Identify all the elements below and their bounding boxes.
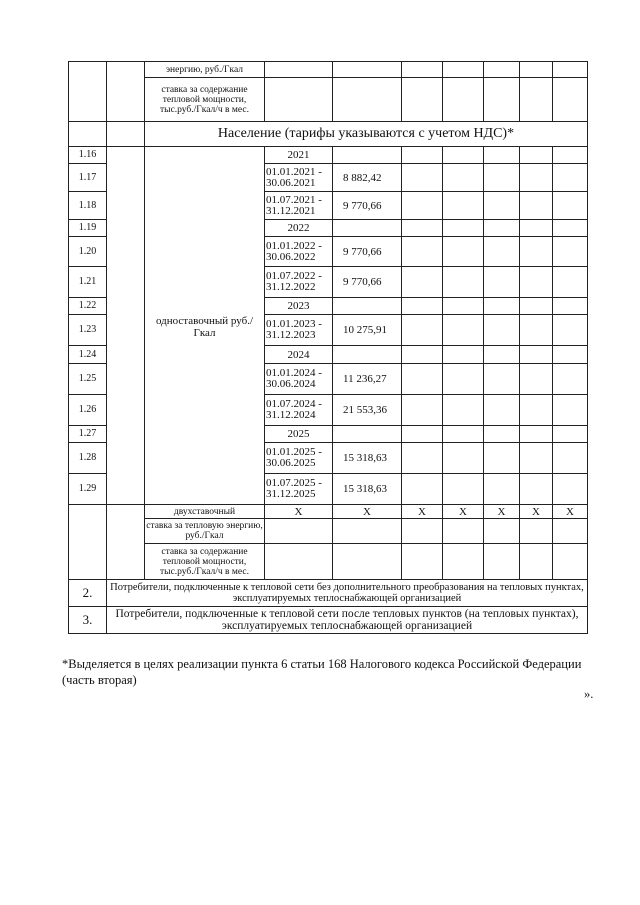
- row-number: 1.23: [69, 315, 107, 346]
- value-cell: 11 236,27: [333, 364, 402, 395]
- section-header-row: [69, 122, 588, 147]
- period-cell: 01.07.2021 - 31.12.2021: [265, 192, 333, 220]
- x-mark: X: [333, 505, 402, 519]
- value-cell: 9 770,66: [333, 192, 402, 220]
- row-number: 1.16: [69, 147, 107, 164]
- value-cell: 21 553,36: [333, 395, 402, 426]
- row-number: 1.27: [69, 426, 107, 443]
- period-cell: 01.01.2024 - 30.06.2024: [265, 364, 333, 395]
- row-number: 1.29: [69, 474, 107, 505]
- section-number: 2.: [69, 580, 107, 607]
- value-cell: [333, 220, 402, 237]
- period-cell: 01.07.2025 - 31.12.2025: [265, 474, 333, 505]
- x-mark: X: [553, 505, 588, 519]
- capacity-rate-label: ставка за содержание тепловой мощности, тыс.руб./Гкал/ч в мес.: [145, 78, 265, 122]
- table-row: [69, 78, 588, 122]
- section-number: 3.: [69, 607, 107, 634]
- value-cell: [333, 298, 402, 315]
- value-cell: 15 318,63: [333, 474, 402, 505]
- section-row: [69, 580, 588, 607]
- section-title: Потребители, подключенные к тепловой сети после тепловых пунктов (на тепловых пунктах), эксплуатируемых теплоснабжающей организацией: [107, 607, 588, 634]
- value-cell: [333, 426, 402, 443]
- period-cell: 01.01.2025 - 30.06.2025: [265, 443, 333, 474]
- value-cell: 9 770,66: [333, 267, 402, 298]
- x-mark: X: [265, 505, 333, 519]
- section-population-title: Население (тарифы указываются с учетом НДС)*: [145, 122, 588, 147]
- period-cell: 01.01.2021 - 30.06.2021: [265, 164, 333, 192]
- row-number: 1.26: [69, 395, 107, 426]
- period-cell: 2022: [265, 220, 333, 237]
- section-row: [69, 607, 588, 634]
- period-cell: 2023: [265, 298, 333, 315]
- period-cell: 2021: [265, 147, 333, 164]
- period-cell: 2025: [265, 426, 333, 443]
- value-cell: 8 882,42: [333, 164, 402, 192]
- x-mark: X: [520, 505, 553, 519]
- period-cell: 01.07.2022 - 31.12.2022: [265, 267, 333, 298]
- value-cell: [333, 147, 402, 164]
- energy-rate-label: энергию, руб./Гкал: [145, 62, 265, 78]
- row-number: 1.21: [69, 267, 107, 298]
- row-number: 1.22: [69, 298, 107, 315]
- two-rate-label: двухставочный: [145, 505, 265, 519]
- capacity-rate-label: ставка за содержание тепловой мощности, тыс.руб./Гкал/ч в мес.: [145, 544, 265, 580]
- period-cell: 2024: [265, 346, 333, 364]
- section-title: Потребители, подключенные к тепловой сети без дополнительного преобразования на тепловых пунктах, эксплуатируемых теплоснабжающей организацией: [107, 580, 588, 607]
- x-mark: X: [402, 505, 443, 519]
- table-row: [69, 519, 588, 544]
- row-number: 1.24: [69, 346, 107, 364]
- value-cell: 15 318,63: [333, 443, 402, 474]
- tariff-type-label: одноставочный руб./Гкал: [145, 147, 265, 505]
- table-row: [69, 62, 588, 78]
- row-number: 1.20: [69, 237, 107, 267]
- value-cell: 9 770,66: [333, 237, 402, 267]
- row-number: 1.19: [69, 220, 107, 237]
- row-number: 1.28: [69, 443, 107, 474]
- row-number: 1.18: [69, 192, 107, 220]
- period-cell: 01.01.2023 - 31.12.2023: [265, 315, 333, 346]
- row-number: 1.17: [69, 164, 107, 192]
- period-cell: 01.07.2024 - 31.12.2024: [265, 395, 333, 426]
- period-cell: 01.01.2022 - 30.06.2022: [265, 237, 333, 267]
- footnote: *Выделяется в целях реализации пункта 6 статьи 168 Налогового кодекса Российской Федерации (часть вторая): [62, 657, 582, 687]
- table-row: [69, 147, 588, 164]
- row-number: 1.25: [69, 364, 107, 395]
- closing-quote: ».: [584, 687, 594, 701]
- value-cell: [333, 346, 402, 364]
- x-mark: X: [443, 505, 484, 519]
- table-row: [69, 505, 588, 519]
- table-row: [69, 544, 588, 580]
- tariff-table: [68, 61, 588, 634]
- x-mark: X: [484, 505, 520, 519]
- value-cell: 10 275,91: [333, 315, 402, 346]
- energy-rate-label: ставка за тепловую энергию, руб./Гкал: [145, 519, 265, 544]
